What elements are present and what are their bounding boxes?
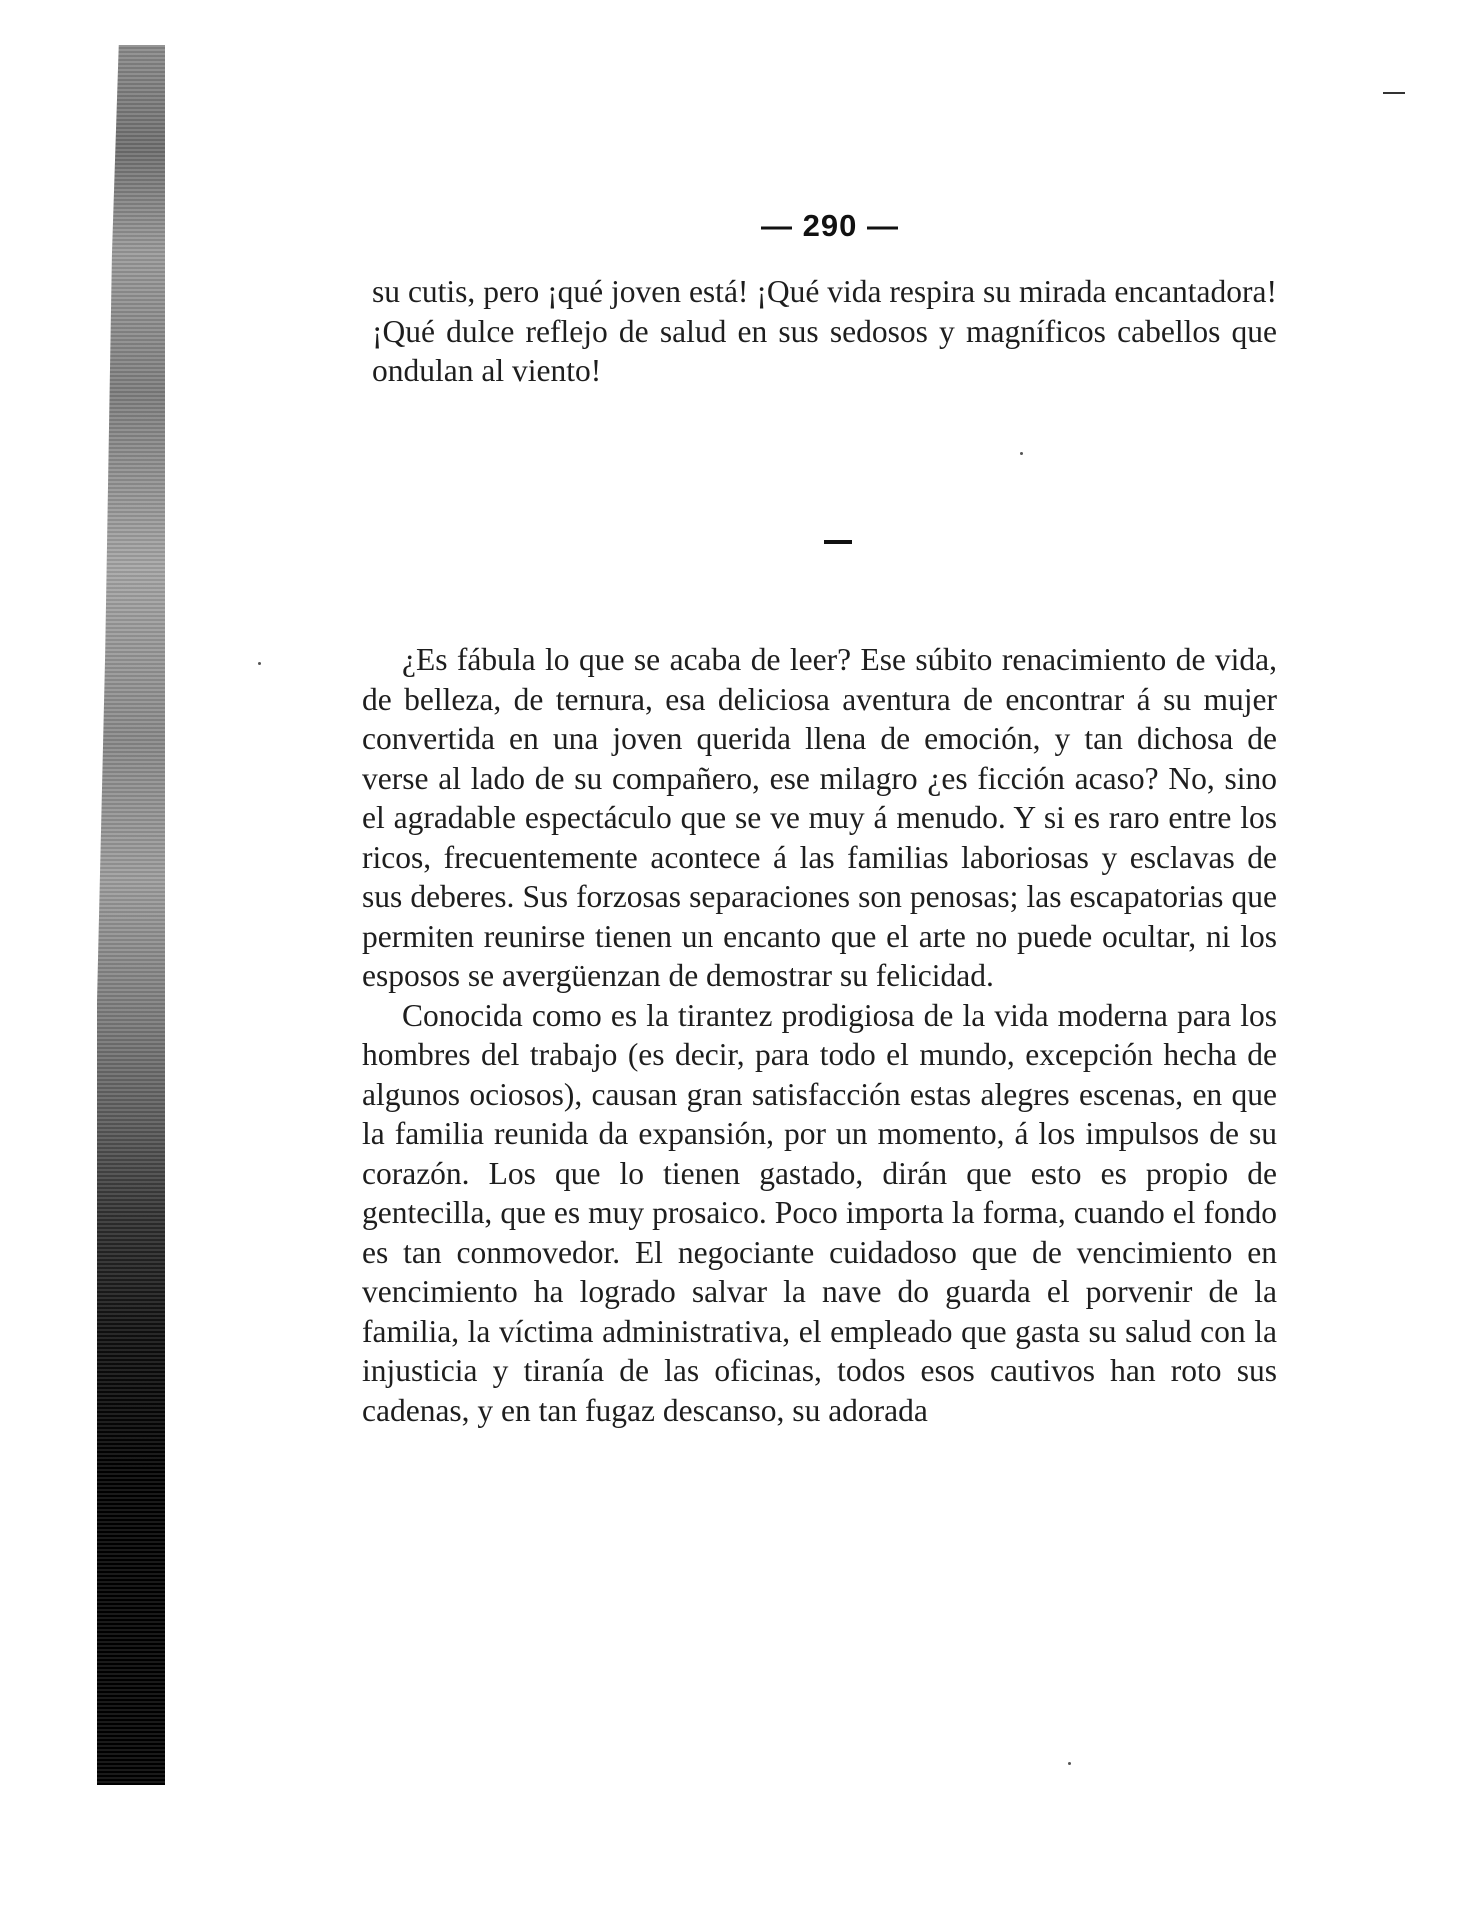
speck bbox=[1068, 1762, 1071, 1765]
binding-shadow bbox=[97, 45, 165, 1785]
text-block-top bbox=[372, 272, 1277, 391]
speck bbox=[258, 662, 261, 665]
speck bbox=[1020, 452, 1023, 455]
paragraph: ¿Es fábula lo que se acaba de leer? Ese súbito renacimiento de vida, de belleza, de ternura, esa deliciosa aventura de encontrar á su mujer convertida en una joven querida llena de emoción, y tan dichosa de verse al lado de su compañero, ese milagro ¿es ficción acaso? No, sino el agradable espectáculo que se ve muy á menudo. Y si es raro entre los ricos, frecuentemente acontece á las familias laboriosas y esclavas de sus deberes. Sus forzosas separaciones son penosas; las escapatorias que permiten reunirse tienen un encanto que el arte no puede ocultar, ni los esposos se avergüenzan de demostrar su felicidad. bbox=[362, 642, 1277, 993]
page-number: — 290 — bbox=[761, 208, 899, 243]
text-block-main bbox=[362, 640, 1277, 1430]
section-separator bbox=[824, 540, 852, 544]
paragraph: su cutis, pero ¡qué joven está! ¡Qué vida respira su mirada encantadora! ¡Qué dulce reflejo de salud en sus sedosos y magníficos cabellos que ondulan al viento! bbox=[372, 274, 1277, 388]
paragraph: Conocida como es la tirantez prodigiosa de la vida moderna para los hombres del trabajo (es decir, para todo el mundo, excepción hecha de algunos ociosos), causan gran satisfacción estas alegres escenas, en que la familia reunida da expansión, por un momento, á los impulsos de su corazón. Los que lo tienen gastado, dirán que esto es propio de gentecilla, que es muy prosaico. Poco importa la forma, cuando el fondo es tan conmovedor. El negociante cuidadoso que de vencimiento en vencimiento ha logrado salvar la nave do guarda el porvenir de la familia, la víctima administrativa, el empleado que gasta su salud con la injusticia y tiranía de las oficinas, todos esos cautivos han roto sus cadenas, y en tan fugaz descanso, su adorada bbox=[362, 997, 1277, 1428]
edge-mark bbox=[1383, 92, 1405, 94]
